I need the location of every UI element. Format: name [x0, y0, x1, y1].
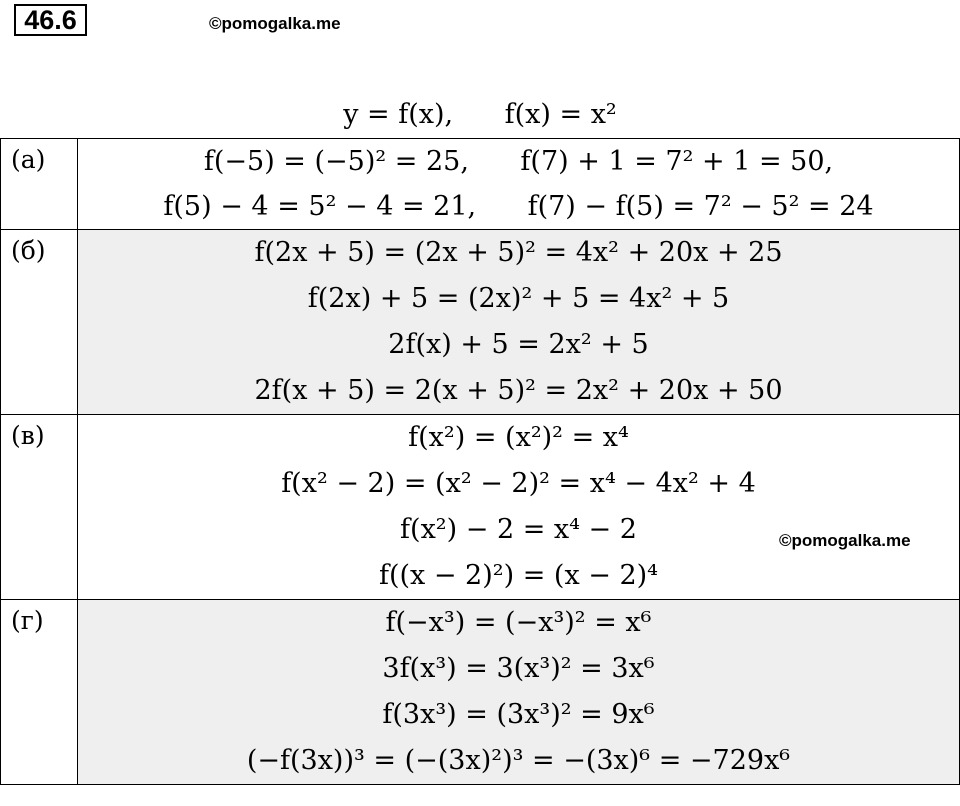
- equation-line: f(x²) = (x²)² = x⁴: [408, 422, 629, 453]
- equation-line: f(x²) − 2 = x⁴ − 2: [400, 514, 637, 545]
- part-label: (б): [1, 230, 78, 415]
- equation-line: 2f(x) + 5 = 2x² + 5: [388, 329, 649, 360]
- equations-cell: [78, 139, 960, 230]
- equation-line: f(x² − 2) = (x² − 2)² = x⁴ − 4x² + 4: [281, 468, 756, 499]
- equation-line: f(−x³) = (−x³)² = x⁶: [385, 607, 652, 638]
- equation-line: (−f(3x))³ = (−(3x)²)³ = −(3x)⁶ = −729x⁶: [246, 745, 791, 776]
- equation-line: f(5) − 4 = 5² − 4 = 21, f(7) − f(5) = 7² − 5² = 24: [163, 191, 874, 222]
- equation-line: f(2x + 5) = (2x + 5)² = 4x² + 20x + 25: [254, 237, 783, 268]
- equation-line: f(−5) = (−5)² = 25, f(7) + 1 = 7² + 1 = 50,: [203, 146, 834, 177]
- watermark-top: ©pomogalka.me: [209, 14, 341, 33]
- solution-row: [1, 139, 960, 230]
- equation-line: 3f(x³) = 3(x³)² = 3x⁶: [382, 653, 655, 684]
- equations-cell: [78, 230, 960, 415]
- equation-line: 2f(x + 5) = 2(x + 5)² = 2x² + 20x + 50: [254, 375, 783, 406]
- given-function: y = f(x), f(x) = x²: [343, 99, 617, 130]
- solution-row: [1, 415, 960, 600]
- solution-table: [0, 138, 960, 785]
- equation-line: f(3x³) = (3x³)² = 9x⁶: [382, 699, 655, 730]
- solution-row: [1, 230, 960, 415]
- solution-row: [1, 600, 960, 785]
- watermark-middle: ©pomogalka.me: [779, 531, 911, 550]
- problem-number-badge: 46.6: [14, 4, 87, 36]
- equations-cell: [78, 415, 960, 600]
- equation-line: f((x − 2)²) = (x − 2)⁴: [378, 560, 659, 591]
- equations-cell: [78, 600, 960, 785]
- part-label: (а): [1, 139, 78, 230]
- part-label: (г): [1, 600, 78, 785]
- part-label: (в): [1, 415, 78, 600]
- equation-line: f(2x) + 5 = (2x)² + 5 = 4x² + 5: [307, 283, 730, 314]
